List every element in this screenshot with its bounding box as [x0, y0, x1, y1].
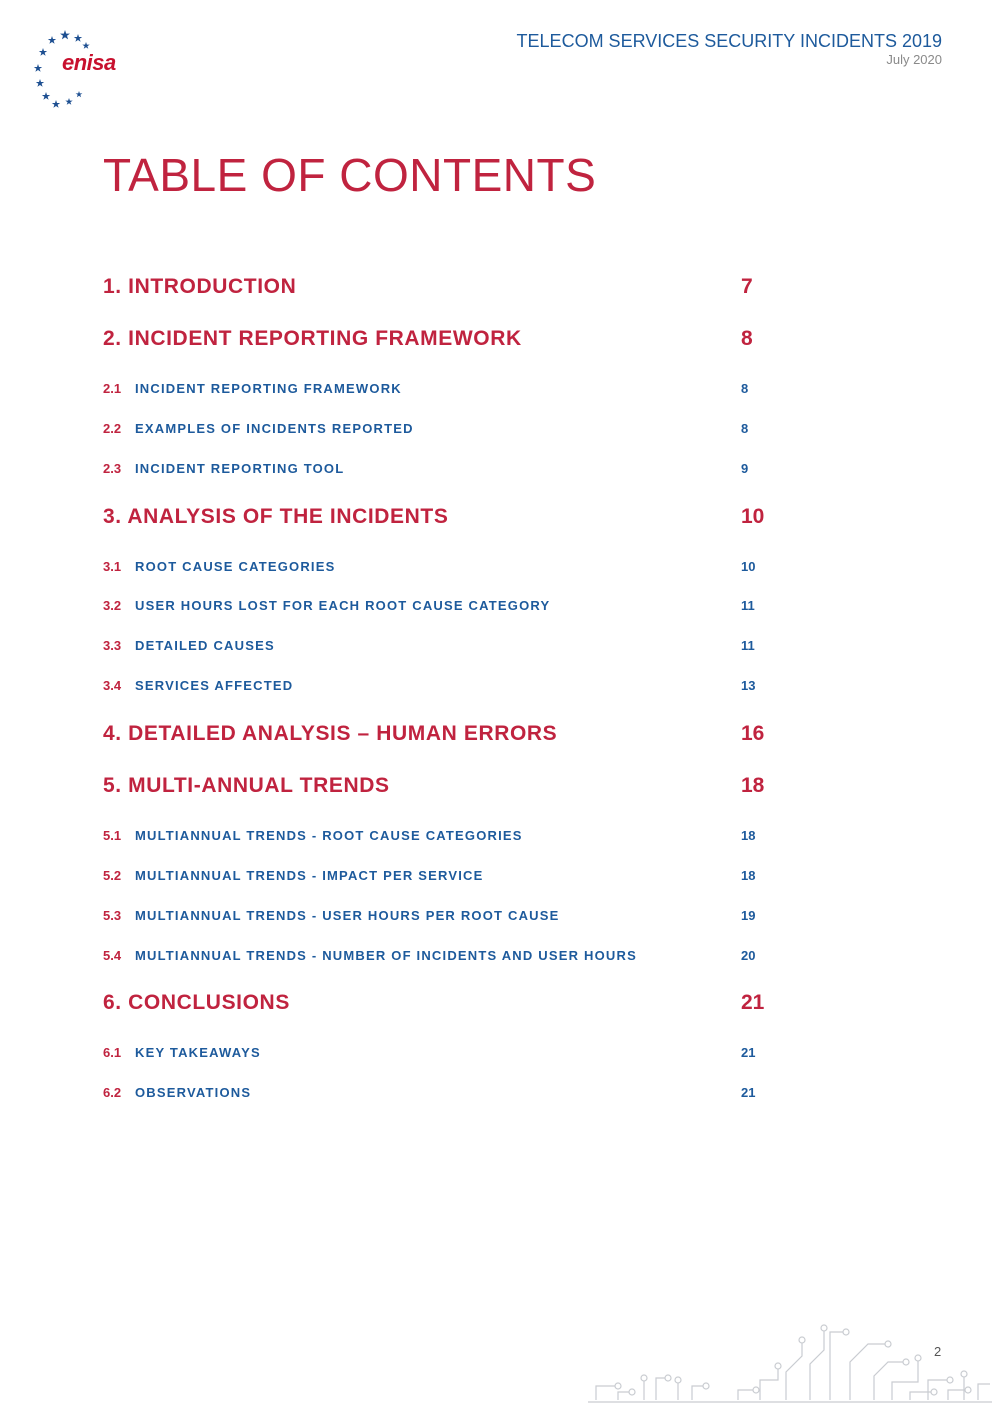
toc-entry-label[interactable]: 6. CONCLUSIONS	[103, 991, 290, 1014]
logo-text: enisa	[62, 50, 116, 75]
toc-entry-label[interactable]: 1. INTRODUCTION	[103, 275, 297, 298]
toc-subentry-page: 10	[741, 559, 756, 574]
toc-subentry-label[interactable]: INCIDENT REPORTING TOOL	[135, 461, 345, 476]
page-title: TABLE OF CONTENTS	[103, 149, 597, 201]
toc-subentry-page: 11	[741, 638, 755, 653]
toc-subentry-label[interactable]: KEY TAKEAWAYS	[135, 1045, 261, 1060]
toc-entry-page: 21	[741, 991, 765, 1014]
enisa-logo	[28, 28, 128, 112]
toc-subentry-page: 20	[741, 948, 756, 963]
toc-subentry-label[interactable]: EXAMPLES OF INCIDENTS REPORTED	[135, 421, 414, 436]
circuit-decoration-icon	[588, 1320, 992, 1403]
toc-subentry-number: 5.2	[103, 868, 122, 883]
toc-subentry-number: 5.3	[103, 908, 122, 923]
toc-subentry-page: 21	[741, 1085, 756, 1100]
toc-entry-page: 10	[741, 505, 765, 528]
document-date: July 2020	[886, 52, 942, 67]
toc-subentry-number: 3.3	[103, 638, 122, 653]
toc-subentry-label[interactable]: MULTIANNUAL TRENDS - ROOT CAUSE CATEGORIES	[135, 828, 523, 843]
toc-subentry-label[interactable]: DETAILED CAUSES	[135, 638, 275, 653]
toc-entry-label[interactable]: 4. DETAILED ANALYSIS – HUMAN ERRORS	[103, 722, 558, 745]
toc-subentry-page: 19	[741, 908, 756, 923]
page-header	[517, 30, 942, 68]
toc-entry-page: 16	[741, 722, 765, 745]
toc-subentry-page: 18	[741, 868, 756, 883]
toc-entry-label[interactable]: 5. MULTI-ANNUAL TRENDS	[103, 774, 390, 797]
page-number: 2	[934, 1344, 942, 1359]
toc-subentry-label[interactable]: MULTIANNUAL TRENDS - NUMBER OF INCIDENTS AND USER HOURS	[135, 948, 637, 963]
toc-subentry-number: 5.1	[103, 828, 122, 843]
toc-subentry-label[interactable]: MULTIANNUAL TRENDS - IMPACT PER SERVICE	[135, 868, 484, 883]
toc-subentry-page: 11	[741, 598, 755, 613]
toc-subentry-page: 8	[741, 421, 749, 436]
toc-subentry-label[interactable]: OBSERVATIONS	[135, 1085, 252, 1100]
toc-subentry-page: 9	[741, 461, 749, 476]
toc-subentry-label[interactable]: SERVICES AFFECTED	[135, 678, 294, 693]
toc-subentry-page: 13	[741, 678, 756, 693]
toc-subentry-number: 3.2	[103, 598, 122, 613]
document-title: TELECOM SERVICES SECURITY INCIDENTS 2019	[516, 31, 942, 51]
toc-subentry-label[interactable]: USER HOURS LOST FOR EACH ROOT CAUSE CATEGORY	[135, 598, 551, 613]
toc-entry-page: 18	[741, 774, 765, 797]
toc-subentry-number: 5.4	[103, 948, 122, 963]
toc-subentry-page: 8	[741, 381, 749, 396]
toc-subentry-number: 6.1	[103, 1045, 122, 1060]
toc-subentry-number: 3.4	[103, 678, 122, 693]
toc-subentry-number: 3.1	[103, 559, 122, 574]
toc-entry-label[interactable]: 3. ANALYSIS OF THE INCIDENTS	[103, 505, 449, 528]
toc-subentry-label[interactable]: MULTIANNUAL TRENDS - USER HOURS PER ROOT CAUSE	[135, 908, 560, 923]
toc-entry-page: 7	[741, 275, 753, 298]
toc-entry-label[interactable]: 2. INCIDENT REPORTING FRAMEWORK	[103, 327, 522, 350]
toc-subentry-number: 6.2	[103, 1085, 122, 1100]
toc-subentry-number: 2.3	[103, 461, 122, 476]
toc-subentry-number: 2.1	[103, 381, 122, 396]
toc-entry-page: 8	[741, 327, 753, 350]
toc-subentry-page: 21	[741, 1045, 756, 1060]
toc-subentry-page: 18	[741, 828, 756, 843]
toc-subentry-label[interactable]: INCIDENT REPORTING FRAMEWORK	[135, 381, 402, 396]
toc-subentry-number: 2.2	[103, 421, 122, 436]
toc-subentry-label[interactable]: ROOT CAUSE CATEGORIES	[135, 559, 336, 574]
